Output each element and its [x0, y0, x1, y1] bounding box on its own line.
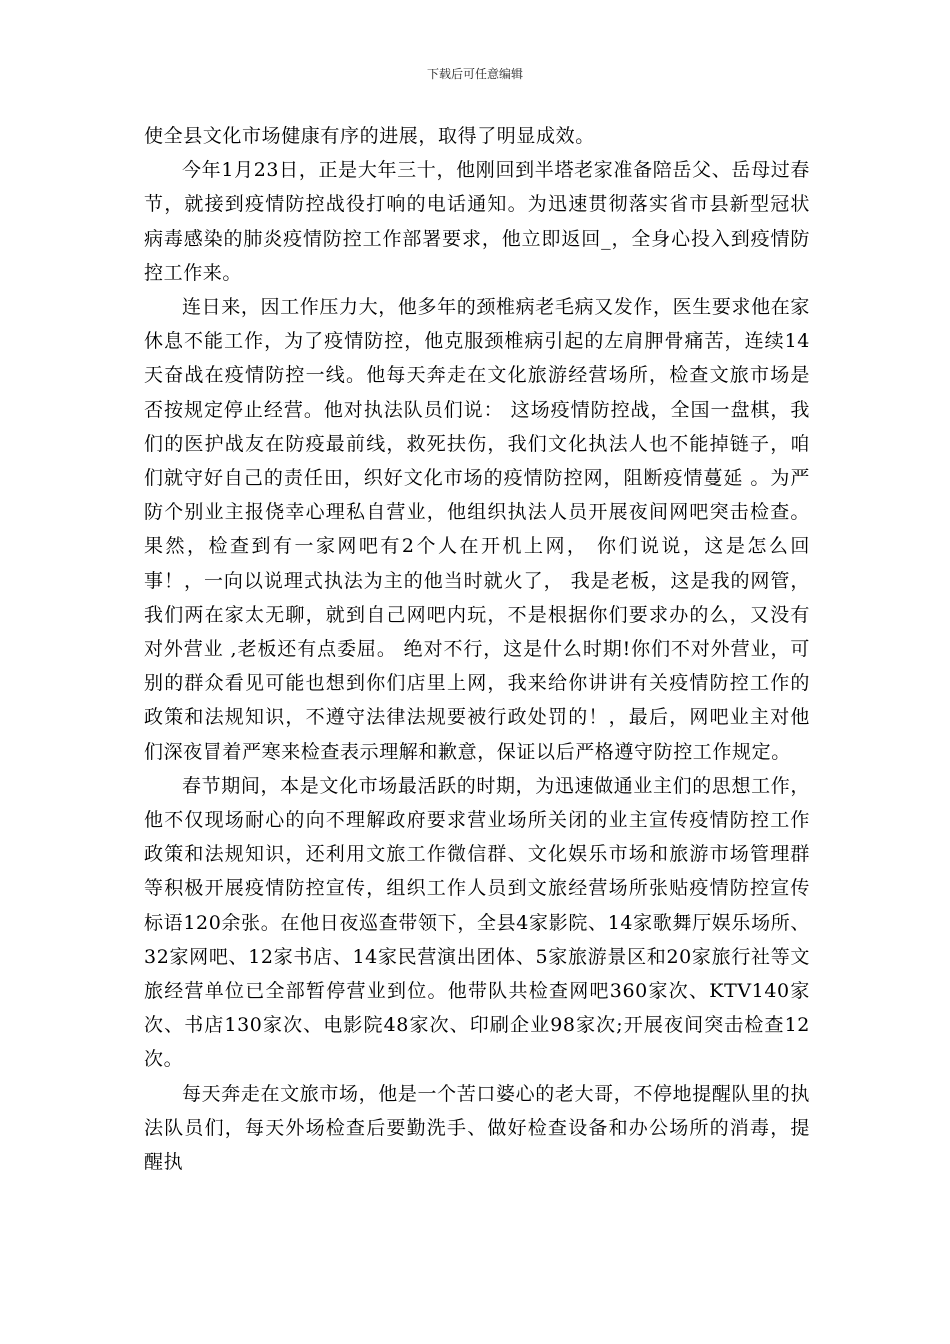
- document-body: [144, 119, 810, 1179]
- paragraph-3: 连日来，因工作压力大，他多年的颈椎病老毛病又发作，医生要求他在家休息不能工作，为了疫情防控，他克服颈椎病引起的左肩胛骨痛苦，连续14天奋战在疫情防控一线。他每天奔走在文化旅游经营场所，检查文旅市场是否按规定停止经营。他对执法队员们说： 这场疫情防控战，全国一盘棋，我们的医护战友在防疫最前线，救死扶伤，我们文化执法人也不能掉链子，咱们就守好自己的责任田，织好文化市场的疫情防控网，阻断疫情蔓延 。为严防个别业主报侥幸心理私自营业，他组织执法人员开展夜间网吧突击检查。果然，检查到有一家网吧有2个人在开机上网， 你们说说，这是怎么回事！，一向以说理式执法为主的他当时就火了， 我是老板，这是我的网管，我们两在家太无聊，就到自己网吧内玩，不是根据你们要求办的么，又没有对外营业 ,老板还有点委屈。 绝对不行，这是什么时期!你们不对外营业，可别的群众看见可能也想到你们店里上网，我来给你讲讲有关疫情防控工作的政策和法规知识，不遵守法律法规要被行政处罚的！，最后，网吧业主对他们深夜冒着严寒来检查表示理解和歉意，保证以后严格遵守防控工作规定。: [144, 296, 810, 763]
- paragraph-2: 今年1月23日，正是大年三十，他刚回到半塔老家准备陪岳父、岳母过春节，就接到疫情防控战役打响的电话通知。为迅速贯彻落实省市县新型冠状病毒感染的肺炎疫情防控工作部署要求，他立即返回_，全身心投入到疫情防控工作来。: [144, 159, 810, 284]
- page-header: 下载后可任意编辑: [426, 67, 523, 81]
- paragraph-4: 春节期间，本是文化市场最活跃的时期，为迅速做通业主们的思想工作，他不仅现场耐心的向不理解政府要求营业场所关闭的业主宣传疫情防控工作政策和法规知识，还利用文旅工作微信群、文化娱乐市场和旅游市场管理群等积极开展疫情防控宣传，组织工作人员到文旅经营场所张贴疫情防控宣传标语120余张。在他日夜巡查带领下，全县4家影院、14家歌舞厅娱乐场所、32家网吧、12家书店、14家民营演出团体、5家旅游景区和20家旅行社等文旅经营单位已全部暂停营业到位。他带队共检查网吧360家次、KTV140家次、书店130家次、电影院48家次、印刷企业98家次;开展夜间突击检查12次。: [144, 774, 810, 1071]
- paragraph-5: 每天奔走在文旅市场，他是一个苦口婆心的老大哥，不停地提醒队里的执法队员们，每天外场检查后要勤洗手、做好检查设备和办公场所的消毒，提醒执: [144, 1082, 810, 1174]
- paragraph-1: 使全县文化市场健康有序的进展，取得了明显成效。: [144, 125, 595, 147]
